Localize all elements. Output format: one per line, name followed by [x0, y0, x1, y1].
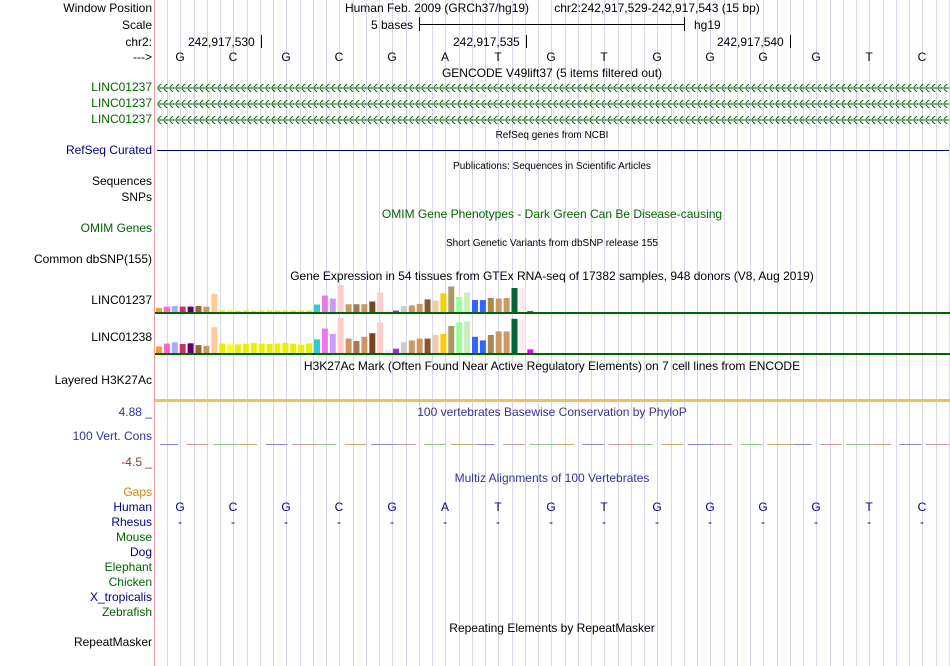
phylop-segment [767, 444, 793, 445]
gene-label-linc01237-3[interactable]: LINC01237 [91, 112, 152, 126]
human-base-letter: A [440, 500, 450, 514]
gtex-bar[interactable] [227, 310, 233, 312]
repeatmasker-label[interactable]: RepeatMasker [73, 635, 152, 649]
scale-label: Scale [121, 18, 152, 32]
species-zebrafish[interactable]: Zebrafish [101, 605, 152, 619]
gtex-bar[interactable] [338, 318, 344, 353]
human-base-letter: T [600, 500, 608, 514]
window-position-label: Window Position [63, 1, 152, 15]
gtex-bar[interactable] [322, 296, 328, 313]
phylop-segment [926, 444, 949, 445]
rhesus-base-match: - [231, 515, 235, 529]
gtex-bar[interactable] [172, 342, 178, 353]
gtex-bar[interactable] [512, 288, 518, 312]
scale-text: 5 bases [371, 18, 414, 32]
phylop-segment [318, 444, 336, 445]
human-base-letter: G [652, 500, 662, 514]
rhesus-base-match: - [920, 515, 924, 529]
gtex-bar[interactable] [393, 311, 399, 313]
base-letter: G [281, 50, 291, 64]
gtex-bar[interactable] [354, 304, 360, 312]
phylop-segment [635, 444, 653, 445]
base-letter: T [865, 50, 873, 64]
phylop-segment [873, 444, 891, 445]
gtex-bar[interactable] [298, 345, 304, 353]
coord-3: 242,917,540 [717, 35, 784, 49]
gtex-bar[interactable] [188, 307, 194, 312]
vert-cons-label[interactable]: 100 Vert. Cons [72, 429, 152, 443]
gtex-bar[interactable] [164, 344, 170, 353]
multiz-title: Multiz Alignments of 100 Vertebrates [454, 471, 650, 485]
species-chicken[interactable]: Chicken [108, 575, 152, 589]
gtex-bar[interactable] [338, 285, 344, 312]
gtex-bar[interactable] [282, 311, 288, 313]
base-letter: G [546, 50, 556, 64]
gtex-bar[interactable] [417, 304, 423, 312]
coord-2: 242,917,535 [453, 35, 520, 49]
gtex-bar[interactable] [440, 334, 446, 353]
gtex-bar[interactable] [298, 311, 304, 313]
repeat-title: Repeating Elements by RepeatMasker [449, 621, 655, 635]
gtex-bar[interactable] [346, 339, 352, 353]
gtex-label-linc01238[interactable]: LINC01238 [91, 330, 152, 344]
gtex-bar[interactable] [401, 306, 407, 312]
gtex-bar[interactable] [243, 344, 249, 353]
phylop-segment [503, 444, 525, 445]
refseq-label[interactable]: RefSeq Curated [65, 143, 152, 157]
gtex-bar[interactable] [235, 311, 241, 312]
gtex-bar[interactable] [361, 304, 367, 312]
rhesus-base-match: - [178, 515, 182, 529]
phylop-segment [160, 444, 178, 445]
gtex-bar[interactable] [488, 298, 494, 312]
phylop-segment [424, 444, 446, 445]
human-base-letter: T [865, 500, 873, 514]
gtex-bar[interactable] [417, 339, 423, 353]
base-letter: C [917, 50, 927, 64]
gtex-bar[interactable] [211, 327, 217, 353]
gtex-bar[interactable] [480, 340, 486, 353]
gtex-bar[interactable] [306, 311, 312, 313]
gtex-bar[interactable] [377, 322, 383, 353]
species-elephant[interactable]: Elephant [104, 560, 152, 574]
gtex-bar[interactable] [361, 337, 367, 353]
gtex-bar[interactable] [196, 345, 202, 353]
phylop-segment [345, 444, 367, 445]
db-text: hg19 [694, 18, 721, 32]
human-base-letter: G [811, 500, 821, 514]
gtex-bar[interactable] [267, 344, 273, 353]
phylop-segment [239, 444, 257, 445]
gtex-bar[interactable] [456, 297, 462, 312]
refseq-gene-line[interactable] [157, 150, 949, 151]
gtex-bar[interactable] [385, 311, 391, 313]
base-letter: T [600, 50, 608, 64]
phylop-min-label: -4.5 _ [121, 455, 152, 469]
human-base-letter: G [281, 500, 291, 514]
gtex-bar[interactable] [425, 339, 431, 353]
h3k27ac-title: H3K27Ac Mark (Often Found Near Active Regulatory Elements) on 7 cell lines from ENCODE [303, 359, 801, 373]
gtex-bar[interactable] [259, 344, 265, 353]
base-letter: G [387, 50, 397, 64]
gtex-bar[interactable] [282, 343, 288, 353]
refseq-title: RefSeq genes from NCBI [495, 130, 609, 141]
gtex-title: Gene Expression in 54 tissues from GTEx RNA-seq of 17382 samples, 948 donors (V8, Aug 2019) [290, 269, 814, 283]
gtex-bar[interactable] [203, 307, 209, 312]
phylop-segment [714, 444, 732, 445]
rhesus-base-match: - [708, 515, 712, 529]
human-base-letter: G [546, 500, 556, 514]
omim-title: OMIM Gene Phenotypes - Dark Green Can Be Disease-causing [381, 207, 723, 221]
phylop-segment [688, 444, 714, 445]
gtex-bar[interactable] [393, 349, 399, 353]
dbsnp-label[interactable]: Common dbSNP(155) [33, 252, 152, 266]
gtex-bar[interactable] [464, 321, 470, 353]
gtex-bar[interactable] [275, 344, 281, 353]
rhesus-base-match: - [655, 515, 659, 529]
rhesus-base-match: - [496, 515, 500, 529]
gtex-bar[interactable] [290, 311, 296, 313]
gtex-bar[interactable] [156, 347, 162, 354]
gtex-bar[interactable] [385, 349, 391, 353]
gtex-bar[interactable] [425, 299, 431, 312]
gtex-bar[interactable] [306, 343, 312, 353]
base-letter: G [811, 50, 821, 64]
gtex-bar[interactable] [219, 310, 225, 312]
species-xtropicalis[interactable]: X_tropicalis [89, 590, 152, 604]
phylop-segment [662, 444, 684, 445]
phylop-segment [213, 444, 239, 445]
gtex-bar[interactable] [440, 293, 446, 312]
gtex-bar[interactable] [203, 346, 209, 353]
phylop-segment [266, 444, 288, 445]
gtex-bar[interactable] [377, 293, 383, 313]
phylop-title: 100 vertebrates Basewise Conservation by PhyloP [417, 405, 687, 419]
phylop-segment [398, 444, 416, 445]
gtex-bar[interactable] [188, 343, 194, 353]
gtex-bar[interactable] [330, 334, 336, 353]
human-base-letter: G [758, 500, 768, 514]
gtex-bar[interactable] [314, 339, 320, 353]
phylop-segment [582, 444, 604, 445]
gtex-bar[interactable] [243, 311, 249, 313]
gtex-bar[interactable] [512, 319, 518, 353]
gtex-bar[interactable] [219, 344, 225, 353]
gtex-bar[interactable] [290, 344, 296, 353]
sequences-label[interactable]: Sequences [91, 174, 152, 188]
phylop-segment [186, 444, 208, 445]
gtex-bar[interactable] [330, 299, 336, 313]
rhesus-base-match: - [284, 515, 288, 529]
gtex-bar[interactable] [180, 307, 186, 312]
assembly-title: Human Feb. 2009 (GRCh37/hg19) [344, 1, 530, 15]
gtex-bar[interactable] [322, 329, 328, 354]
base-letter: C [334, 50, 344, 64]
gaps-label[interactable]: Gaps [123, 485, 152, 499]
gtex-bar[interactable] [267, 311, 273, 313]
gtex-baseline [155, 312, 950, 314]
phylop-segment [846, 444, 872, 445]
gtex-bar[interactable] [259, 311, 265, 313]
phylop-segment [292, 444, 318, 445]
phylop-segment [794, 444, 812, 445]
gtex-bar[interactable] [196, 306, 202, 312]
species-mouse[interactable]: Mouse [115, 530, 152, 544]
gtex-bar[interactable] [235, 344, 241, 353]
coord-tick-1 [261, 35, 262, 48]
phylop-signal[interactable] [157, 442, 949, 448]
human-base-letter: C [917, 500, 927, 514]
pubs-title: Publications: Sequences in Scientific Articles [453, 161, 651, 172]
position-text: chr2:242,917,529-242,917,543 (15 bp) [554, 1, 760, 15]
species-dog[interactable]: Dog [129, 545, 152, 559]
phylop-segment [820, 444, 842, 445]
gencode-gene-arrows[interactable] [157, 80, 949, 126]
rhesus-base-match: - [443, 515, 447, 529]
gtex-bar[interactable] [275, 311, 281, 313]
phylop-segment [450, 444, 476, 445]
species-rhesus[interactable]: Rhesus [111, 515, 152, 529]
h3k27ac-label[interactable]: Layered H3K27Ac [54, 373, 152, 387]
rhesus-base-match: - [814, 515, 818, 529]
gtex-bar[interactable] [346, 304, 352, 312]
phylop-segment [371, 444, 397, 445]
gtex-bar[interactable] [527, 349, 533, 353]
dbsnp-title: Short Genetic Variants from dbSNP release 155 [446, 238, 658, 249]
species-human[interactable]: Human [113, 500, 152, 514]
coord-tick-2 [526, 35, 527, 48]
gtex-bar[interactable] [504, 298, 510, 312]
h3k27ac-signal-line[interactable] [155, 399, 950, 402]
phylop-segment [741, 444, 763, 445]
base-letter: T [494, 50, 502, 64]
human-base-letter: C [228, 500, 238, 514]
gtex-bar[interactable] [472, 337, 478, 353]
gtex-bar[interactable] [409, 340, 415, 353]
rhesus-base-match: - [761, 515, 765, 529]
gtex-bar-graph[interactable] [155, 282, 950, 357]
gtex-bar[interactable] [409, 305, 415, 312]
base-letter: C [228, 50, 238, 64]
phylop-segment [477, 444, 495, 445]
strand-label: ---> [133, 50, 152, 64]
gtex-bar[interactable] [496, 299, 502, 313]
gtex-bar[interactable] [448, 287, 454, 313]
human-base-letter: G [705, 500, 715, 514]
gtex-bar[interactable] [227, 344, 233, 353]
gtex-bar[interactable] [480, 300, 486, 312]
human-base-letter: G [387, 500, 397, 514]
gtex-bar[interactable] [156, 308, 162, 312]
gtex-bar[interactable] [180, 344, 186, 353]
base-letter: G [758, 50, 768, 64]
gtex-bar[interactable] [251, 343, 257, 353]
gtex-bar[interactable] [464, 293, 470, 313]
gene-label-linc01237-2[interactable]: LINC01237 [91, 96, 152, 110]
omim-label[interactable]: OMIM Genes [80, 221, 152, 235]
gtex-bar[interactable] [401, 342, 407, 353]
gtex-bar[interactable] [369, 333, 375, 353]
coord-1: 242,917,530 [188, 35, 255, 49]
gtex-bar[interactable] [314, 305, 320, 313]
gene-label-linc01237-1[interactable]: LINC01237 [91, 80, 152, 94]
gtex-bar[interactable] [472, 300, 478, 312]
gtex-bar[interactable] [488, 335, 494, 353]
chr-label: chr2: [125, 35, 152, 49]
coord-tick-3 [790, 35, 791, 48]
gtex-bar[interactable] [496, 331, 502, 353]
gtex-bar[interactable] [354, 341, 360, 353]
rhesus-base-match: - [337, 515, 341, 529]
gtex-bar[interactable] [519, 288, 525, 312]
gtex-bar[interactable] [448, 326, 454, 353]
gtex-bar[interactable] [172, 306, 178, 312]
gtex-bar[interactable] [504, 331, 510, 353]
phylop-max-label: 4.88 _ [118, 405, 152, 419]
rhesus-base-match: - [390, 515, 394, 529]
phylop-segment [899, 444, 921, 445]
rhesus-base-match: - [602, 515, 606, 529]
gtex-bar[interactable] [527, 311, 533, 312]
gtex-label-linc01237[interactable]: LINC01237 [91, 293, 152, 307]
gtex-bar[interactable] [433, 335, 439, 353]
gtex-bar[interactable] [456, 322, 462, 353]
rhesus-base-match: - [549, 515, 553, 529]
human-base-letter: T [494, 500, 502, 514]
phylop-segment [609, 444, 635, 445]
gtex-bar[interactable] [211, 294, 217, 312]
gtex-baseline [155, 353, 950, 355]
rhesus-base-match: - [867, 515, 871, 529]
base-letter: G [705, 50, 715, 64]
base-letter: G [652, 50, 662, 64]
gtex-bar[interactable] [251, 311, 257, 312]
gtex-bar[interactable] [433, 301, 439, 312]
base-letter: A [440, 50, 450, 64]
gtex-bar[interactable] [369, 302, 375, 313]
base-letter: G [175, 50, 185, 64]
phylop-segment [530, 444, 556, 445]
human-base-letter: C [334, 500, 344, 514]
gtex-bar[interactable] [519, 319, 525, 353]
snps-label[interactable]: SNPs [121, 190, 152, 204]
gtex-bar[interactable] [164, 307, 170, 312]
phylop-segment [556, 444, 574, 445]
human-base-letter: G [175, 500, 185, 514]
gencode-title: GENCODE V49lift37 (5 items filtered out) [441, 66, 663, 80]
